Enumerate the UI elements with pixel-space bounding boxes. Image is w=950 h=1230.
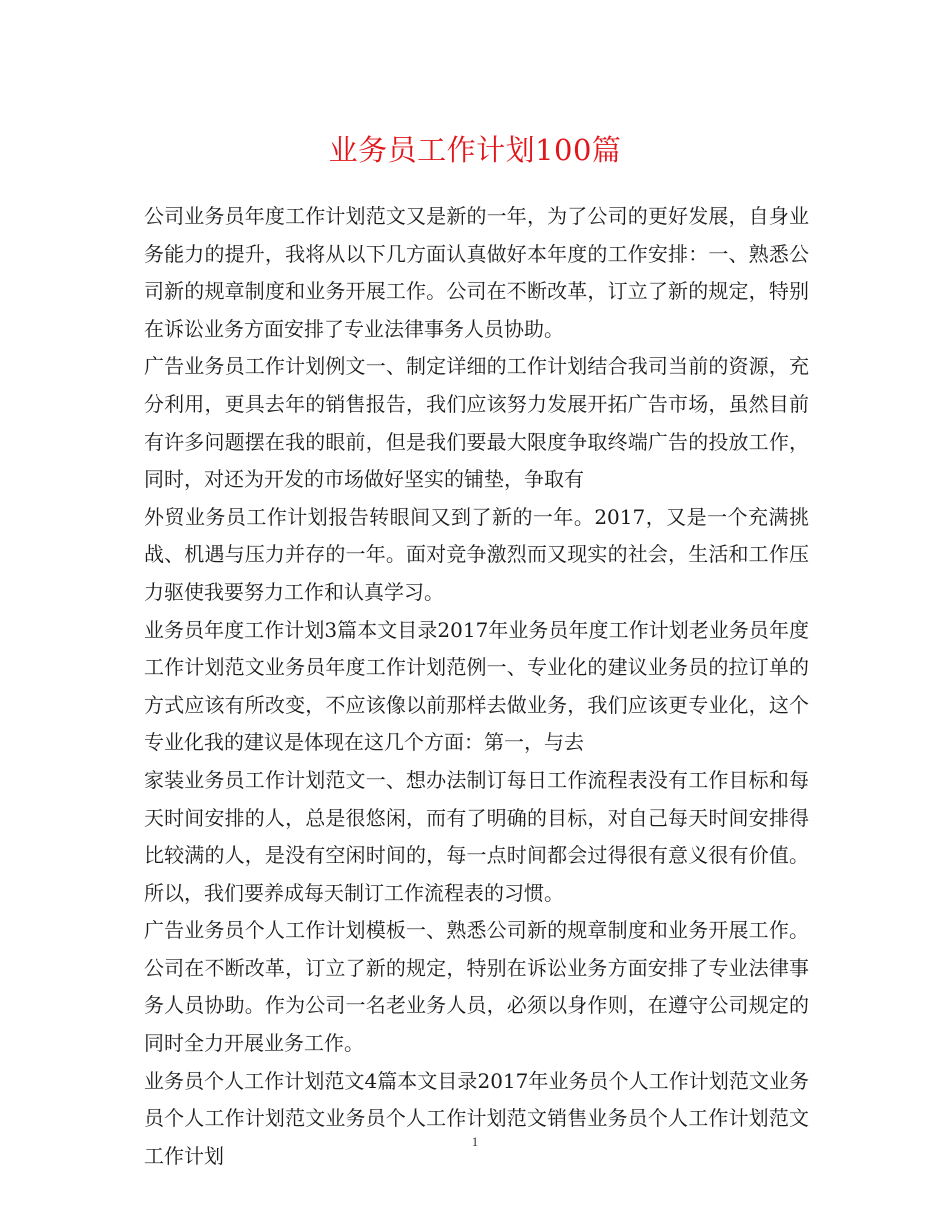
paragraph: 公司业务员年度工作计划范文又是新的一年，为了公司的更好发展，自身业务能力的提升，我将从以下几方面认真做好本年度的工作安排：一、熟悉公司新的规章制度和业务开展工作。公司在不断改革，订立了新的规定，特别在诉讼业务方面安排了专业法律事务人员协助。 [144,204,809,341]
paragraph: 业务员年度工作计划3篇本文目录2017年业务员年度工作计划老业务员年度工作计划范文业务员年度工作计划范例一、专业化的建议业务员的拉订单的方式应该有所改变，不应该像以前那样去做业务，我们应该更专业化，这个专业化我的建议是体现在这几个方面：第一，与去 [144,617,809,755]
paragraph: 家装业务员工作计划范文一、想办法制订每日工作流程表没有工作目标和每天时间安排的人，总是很悠闲，而有了明确的目标，对自己每天时间安排得比较满的人，是没有空闲时间的，每一点时间都会过得很有意义很有价值。所以，我们要养成每天制订工作流程表的习惯。 [144,767,809,905]
document-body [144,198,809,1175]
paragraph: 外贸业务员工作计划报告转眼间又到了新的一年。2017，又是一个充满挑战、机遇与压力并存的一年。面对竞争激烈而又现实的社会，生活和工作压力驱使我要努力工作和认真学习。 [144,504,809,604]
document-title: 业务员工作计划100篇 [328,133,622,167]
paragraph: 业务员个人工作计划范文4篇本文目录2017年业务员个人工作计划范文业务员个人工作计划范文业务员个人工作计划范文销售业务员个人工作计划范文工作计划 [144,1068,809,1168]
paragraph: 广告业务员工作计划例文一、制定详细的工作计划结合我司当前的资源，充分利用，更具去年的销售报告，我们应该努力发展开拓广告市场，虽然目前有许多问题摆在我的眼前，但是我们要最大限度争取终端广告的投放工作，同时，对还为开发的市场做好坚实的铺垫，争取有 [144,354,809,492]
paragraph: 广告业务员个人工作计划模板一、熟悉公司新的规章制度和业务开展工作。公司在不断改革，订立了新的规定，特别在诉讼业务方面安排了专业法律事务人员协助。作为公司一名老业务人员，必须以身作则，在遵守公司规定的同时全力开展业务工作。 [144,918,809,1056]
page-number: 1 [471,1134,479,1149]
